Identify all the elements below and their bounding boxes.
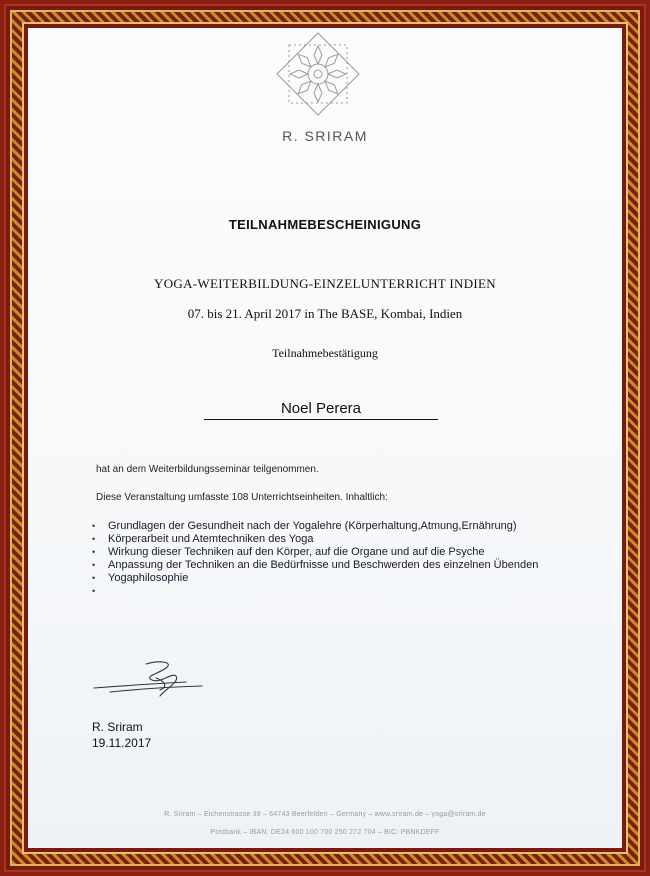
list-item: • Yogaphilosophie <box>90 572 610 585</box>
participant-name: Noel Perera <box>204 400 438 420</box>
mandala-logo-icon <box>275 31 361 117</box>
certificate-subtitle: Teilnahmebestätigung <box>272 346 378 360</box>
footer-address: R. Sriram – Eichenstrasse 39 – 64743 Beerfelden – Germany – www.sriram.de – yoga@sriram.de <box>164 811 486 818</box>
signer-name: R. Sriram <box>92 720 143 734</box>
list-item: • Anpassung der Techniken an die Bedürfnisse und Beschwerden des einzelnen Übenden <box>90 559 610 572</box>
certificate-paper <box>28 28 622 848</box>
participation-statement: hat an dem Weiterbildungsseminar teilgenommen. <box>96 464 319 475</box>
brand-name: R. SRIRAM <box>282 128 368 144</box>
list-item: • Körperarbeit und Atemtechniken des Yoga <box>90 533 610 546</box>
handwritten-signature <box>90 656 210 700</box>
signature-date: 19.11.2017 <box>92 736 152 750</box>
list-item: • Wirkung dieser Techniken auf den Körper, auf die Organe und auf die Psyche <box>90 546 610 559</box>
footer-bank-details: Postbank – IBAN: DE24 600 100 700 250 272 704 – BIC: PBNKDEFF <box>210 829 440 836</box>
certificate-title: TEILNAHMEBESCHEINIGUNG <box>228 217 422 232</box>
topics-list <box>90 520 610 598</box>
course-dates: 07. bis 21. April 2017 in The BASE, Kombai, Indien <box>187 306 463 321</box>
course-name: YOGA-WEITERBILDUNG-EINZELUNTERRICHT INDIEN <box>154 276 496 291</box>
list-item: • Grundlagen der Gesundheit nach der Yogalehre (Körperhaltung,Atmung,Ernährung) <box>90 520 610 533</box>
course-scope-statement: Diese Veranstaltung umfasste 108 Unterrichtseinheiten. Inhaltlich: <box>96 492 388 503</box>
list-item <box>90 585 610 598</box>
